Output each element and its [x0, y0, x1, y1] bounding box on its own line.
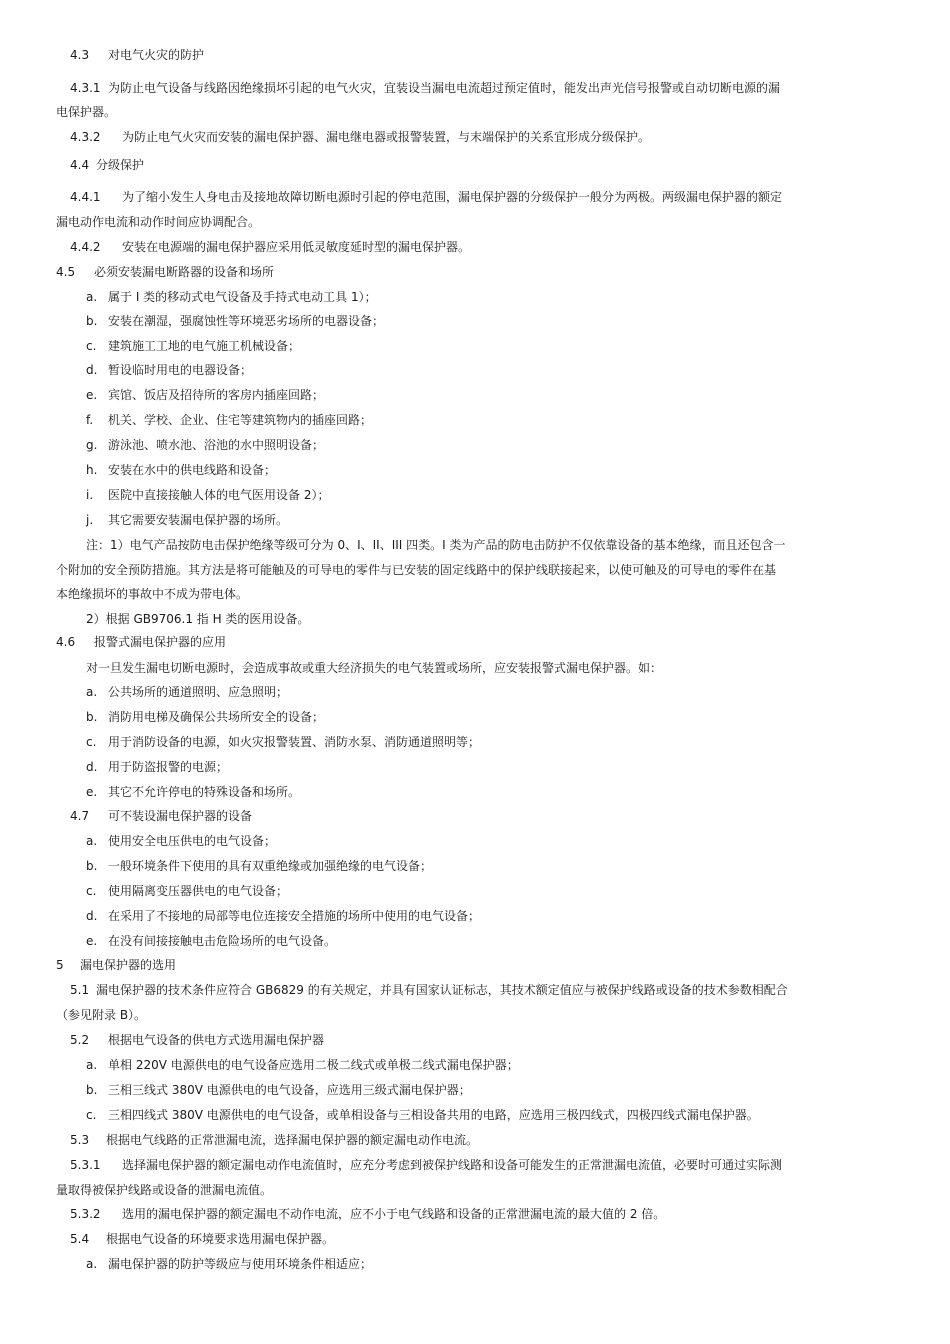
list-item [86, 784, 300, 800]
line-text: 分级保护 [96, 158, 145, 172]
list-item [86, 437, 324, 453]
line-text: 属于 I 类的移动式电气设备及手持式电动工具 1）； [108, 290, 377, 304]
line-text: （参见附录 B）。 [56, 1008, 147, 1022]
list-marker: e. [86, 388, 98, 402]
list-item [86, 313, 384, 329]
list-item [86, 1256, 372, 1272]
line-text: 在采用了不接地的局部等电位连接安全措施的场所中使用的电气设备； [108, 909, 481, 923]
doc-line [70, 129, 650, 145]
list-marker: c. [86, 735, 97, 749]
note-line [86, 611, 309, 627]
clause-number: 4.3.1 [70, 81, 101, 95]
line-text: 注：1）电气产品按防电击保护绝缘等级可分为 0、I、II、III 四类。I 类为产品的防电击防护不仅依靠设备的基本绝缘，而且还包含一 [86, 538, 786, 552]
clause-number: 4.4.2 [70, 240, 101, 254]
line-text: 安装在水中的供电线路和设备； [108, 463, 277, 477]
list-item [86, 412, 372, 428]
line-text: 使用安全电压供电的电气设备； [108, 834, 277, 848]
doc-line [56, 104, 116, 120]
doc-line [56, 264, 274, 280]
line-text: 漏电动作电流和动作时间应协调配合。 [56, 215, 261, 229]
list-item [86, 709, 324, 725]
doc-line [70, 1032, 324, 1048]
line-text: 建筑施工工地的电气施工机械设备； [108, 339, 301, 353]
clause-number: 5.4 [70, 1232, 90, 1246]
line-text: 必须安装漏电断路器的设备和场所 [94, 265, 275, 279]
doc-line [70, 80, 780, 96]
list-marker: c. [86, 339, 97, 353]
list-item [86, 833, 276, 849]
line-text: 使用隔离变压器供电的电气设备； [108, 884, 289, 898]
line-text: 电保护器。 [56, 105, 117, 119]
clause-number: 5 [56, 958, 64, 972]
line-text: 公共场所的通道照明、应急照明； [108, 685, 289, 699]
list-marker: e. [86, 934, 98, 948]
list-marker: b. [86, 859, 98, 873]
line-text: 机关、学校、企业、住宅等建筑物内的插座回路； [108, 413, 373, 427]
line-text: 三相三线式 380V 电源供电的电气设备，应选用三级式漏电保护器； [108, 1083, 471, 1097]
list-marker: a. [86, 290, 98, 304]
list-marker: i. [86, 488, 94, 502]
line-text: 其它不允许停电的特殊设备和场所。 [108, 785, 301, 799]
list-marker: a. [86, 1257, 98, 1271]
line-text: 根据电气设备的供电方式选用漏电保护器 [108, 1033, 325, 1047]
line-text: 根据电气设备的环境要求选用漏电保护器。 [106, 1232, 335, 1246]
clause-number: 4.4 [70, 158, 90, 172]
doc-line [70, 157, 144, 173]
line-text: 安装在电源端的漏电保护器应采用低灵敏度延时型的漏电保护器。 [122, 240, 471, 254]
line-text: 为防止电气火灾而安装的漏电保护器、漏电继电器或报警装置，与末端保护的关系宜形成分级保护。 [122, 130, 651, 144]
line-text: 选择漏电保护器的额定漏电动作电流值时，应充分考虑到被保护线路和设备可能发生的正常泄漏电流值，必要时可通过实际测 [122, 1158, 783, 1172]
list-marker: a. [86, 1058, 98, 1072]
line-text: 2）根据 GB9706.1 指 H 类的医用设备。 [86, 612, 310, 626]
list-marker: e. [86, 785, 98, 799]
doc-line [70, 1206, 665, 1222]
line-text: 漏电保护器的选用 [80, 958, 177, 972]
list-item [86, 1082, 471, 1098]
list-item [86, 908, 480, 924]
doc-line [70, 47, 204, 63]
line-text: 暂设临时用电的电器设备； [108, 363, 253, 377]
line-text: 游泳池、喷水池、浴池的水中照明设备； [108, 438, 325, 452]
note-line [86, 537, 786, 553]
list-item [86, 512, 288, 528]
doc-line [70, 189, 782, 205]
note-line [56, 562, 776, 578]
line-text: 个附加的安全预防措施。其方法是将可能触及的可导电的零件与已安装的固定线路中的保护线联接起来，以使可触及的可导电的零件在基 [56, 563, 777, 577]
list-item [86, 362, 252, 378]
list-item [86, 487, 329, 503]
list-item [86, 289, 377, 305]
list-item [86, 1057, 519, 1073]
line-text: 为了缩小发生人身电击及接地故障切断电源时引起的停电范围，漏电保护器的分级保护一般分为两极。两级漏电保护器的额定 [122, 190, 783, 204]
doc-line [56, 1182, 272, 1198]
line-text: 医院中直接接触人体的电气医用设备 2）； [108, 488, 330, 502]
line-text: 可不装设漏电保护器的设备 [108, 809, 253, 823]
line-text: 对一旦发生漏电切断电源时，会造成事故或重大经济损失的电气装置或场所，应安装报警式漏电保护器。如： [86, 661, 663, 675]
clause-number: 4.6 [56, 635, 76, 649]
doc-line [56, 214, 260, 230]
note-line [56, 586, 248, 602]
clause-number: 5.1 [70, 983, 90, 997]
doc-line [56, 634, 226, 650]
line-text: 漏电保护器的技术条件应符合 GB6829 的有关规定，并具有国家认证标志，其技术额定值应与被保护线路或设备的技术参数相配合 [96, 983, 788, 997]
line-text: 单相 220V 电源供电的电气设备应选用二极二线式或单极二线式漏电保护器； [108, 1058, 519, 1072]
list-marker: a. [86, 685, 98, 699]
clause-number: 4.7 [70, 809, 90, 823]
list-marker: d. [86, 760, 98, 774]
clause-number: 5.3.1 [70, 1158, 101, 1172]
list-item [86, 684, 288, 700]
doc-line [70, 1231, 334, 1247]
doc-line [86, 660, 662, 676]
clause-number: 4.3.2 [70, 130, 101, 144]
line-text: 漏电保护器的防护等级应与使用环境条件相适应； [108, 1257, 373, 1271]
line-text: 本绝缘损坏的事故中不成为带电体。 [56, 587, 249, 601]
clause-number: 5.3.2 [70, 1207, 101, 1221]
list-item [86, 734, 480, 750]
line-text: 对电气火灾的防护 [108, 48, 205, 62]
line-text: 根据电气线路的正常泄漏电流，选择漏电保护器的额定漏电动作电流。 [106, 1133, 479, 1147]
line-text: 报警式漏电保护器的应用 [94, 635, 227, 649]
doc-line [70, 239, 470, 255]
list-item [86, 883, 288, 899]
list-item [86, 387, 324, 403]
list-marker: d. [86, 909, 98, 923]
list-marker: g. [86, 438, 98, 452]
line-text: 宾馆、饭店及招待所的客房内插座回路； [108, 388, 325, 402]
doc-line [70, 982, 788, 998]
list-item [86, 933, 336, 949]
list-item [86, 858, 432, 874]
list-marker: j. [86, 513, 94, 527]
doc-line [70, 1132, 478, 1148]
list-marker: c. [86, 1108, 97, 1122]
list-marker: d. [86, 363, 98, 377]
list-marker: b. [86, 1083, 98, 1097]
line-text: 安装在潮湿，强腐蚀性等环境恶劣场所的电器设备； [108, 314, 385, 328]
clause-number: 5.3 [70, 1133, 90, 1147]
line-text: 在没有间接接触电击危险场所的电气设备。 [108, 934, 337, 948]
clause-number: 4.5 [56, 265, 76, 279]
line-text: 其它需要安装漏电保护器的场所。 [108, 513, 289, 527]
clause-number: 5.2 [70, 1033, 90, 1047]
clause-number: 4.4.1 [70, 190, 101, 204]
list-item [86, 1107, 759, 1123]
clause-number: 4.3 [70, 48, 90, 62]
list-marker: b. [86, 314, 98, 328]
line-text: 用于消防设备的电源，如火灾报警装置、消防水泵、消防通道照明等； [108, 735, 481, 749]
doc-line [70, 808, 252, 824]
line-text: 三相四线式 380V 电源供电的电气设备，或单相设备与三相设备共用的电路，应选用三极四线式，四极四线式漏电保护器。 [108, 1108, 759, 1122]
doc-line [70, 1157, 782, 1173]
line-text: 选用的漏电保护器的额定漏电不动作电流，应不小于电气线路和设备的正常泄漏电流的最大值的 2 倍。 [122, 1207, 666, 1221]
list-item [86, 462, 276, 478]
doc-line [56, 1007, 146, 1023]
line-text: 一般环境条件下使用的具有双重绝缘或加强绝缘的电气设备； [108, 859, 433, 873]
list-marker: f. [86, 413, 94, 427]
list-marker: c. [86, 884, 97, 898]
list-marker: a. [86, 834, 98, 848]
line-text: 量取得被保护线路或设备的泄漏电流值。 [56, 1183, 273, 1197]
list-marker: h. [86, 463, 98, 477]
line-text: 消防用电梯及确保公共场所安全的设备； [108, 710, 325, 724]
section-heading [56, 957, 176, 973]
line-text: 为防止电气设备与线路因绝缘损坏引起的电气火灾，宜装设当漏电电流超过预定值时，能发出声光信号报警或自动切断电源的漏 [108, 81, 781, 95]
list-item [86, 338, 300, 354]
list-marker: b. [86, 710, 98, 724]
line-text: 用于防盗报警的电源； [108, 760, 229, 774]
list-item [86, 759, 228, 775]
